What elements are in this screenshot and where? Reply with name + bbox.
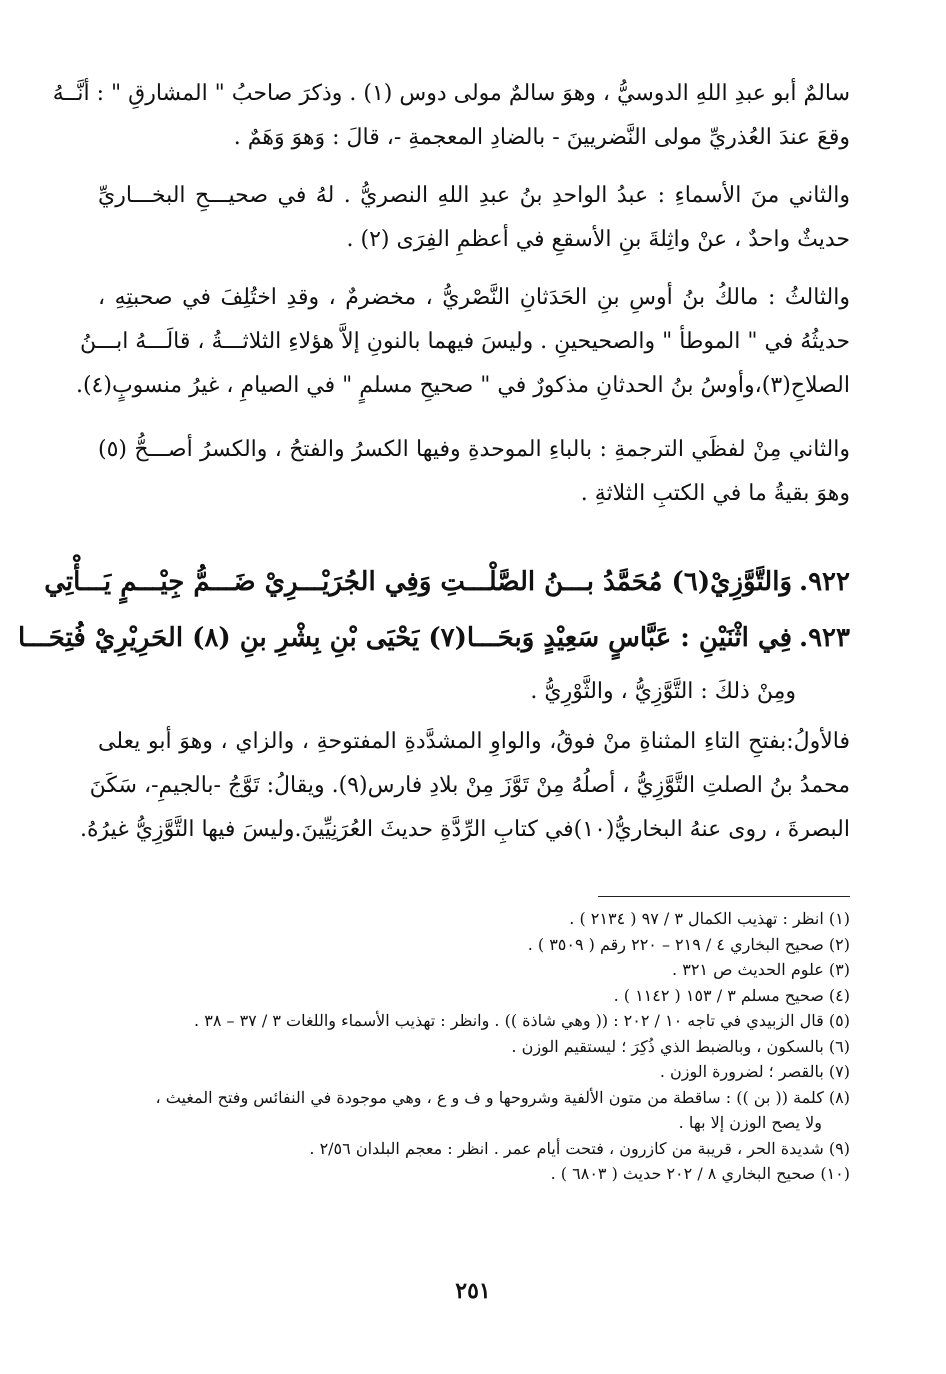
text-line: والثاني منَ الأسماءِ : عبدُ الواحدِ بنُ عبدِ اللهِ النصريُّ . لهُ في صحيـــحِ البخـــاريِّ <box>98 183 850 208</box>
footnote: (٥) قال الزبيدي في تاجه ١٠ / ٢٠٢ : (( وهي شاذة )) . وانظر : تهذيب الأسماء واللغات ٣ / ٣٧ – ٣٨ . <box>194 1011 850 1030</box>
footnote: (٨) كلمة (( بن )) : ساقطة من متون الألفية وشروحها و ف و ع ، وهي موجودة في النفائس وفتح المغيث ، <box>155 1087 850 1107</box>
footnotes <box>90 906 850 1187</box>
text-line: وقعَ عندَ العُذريِّ مولى النَّضريينَ - بالضادِ المعجمةِ -، قالَ : وَهوَ وَهَمٌ . <box>233 125 850 150</box>
verse-number: ٩٢٣. <box>799 623 850 653</box>
text-line: الصلاحِ(٣)،وأوسُ بنُ الحدثانِ مذكورٌ في " صحيحِ مسلمٍ " في الصيامِ ، غيرُ منسوبٍ(٤). <box>75 373 850 398</box>
text-line: وهوَ بقيةُ ما في الكتبِ الثلاثةِ . <box>580 481 850 506</box>
verse-922 <box>44 554 850 610</box>
footnote: (٣) علوم الحديث ص ٣٢١ . <box>672 960 850 979</box>
footnote: (١٠) صحيح البخاري ٨ / ٢٠٢ حديث ( ٦٨٠٣ ) . <box>550 1164 850 1183</box>
footnote: (١) انظر : تهذيب الكمال ٣ / ٩٧ ( ٢١٣٤ ) . <box>569 909 850 928</box>
paragraph-tawwazi <box>80 720 850 852</box>
text-line: حديثٌ واحدٌ ، عنْ واثِلةَ بنِ الأسقعِ في أعظمِ الفِرَى (٢) . <box>346 227 850 252</box>
text-line: حديثُهُ في " الموطأ " والصحيحينِ . وليسَ فيهما بالنونِ إلاَّ هؤلاءِ الثلاثـــةُ ، قالَـــهُ ابـــنُ <box>80 329 850 354</box>
text-line: فالأولُ:بفتحِ التاءِ المثناةِ منْ فوقُ، والواوِ المشدَّدةِ المفتوحةِ ، والزاي ، وهوَ أبو يعلى <box>98 729 850 754</box>
text-line: سالمٌ أبو عبدِ اللهِ الدوسيُّ ، وهوَ سالمٌ مولى دوس (١) . وذكرَ صاحبُ " المشارقِ " : أنَّــهُ <box>52 81 850 106</box>
verse-subline: ومِنْ ذلكَ : التَّوَّزِيُّ ، والثَّوْرِيُّ . <box>530 679 796 704</box>
paragraph-second-term <box>98 428 850 516</box>
paragraph-salim <box>52 72 850 160</box>
text-line: والثاني مِنْ لفظَي الترجمةِ : بالباءِ الموحدةِ وفيها الكسرُ والفتحُ ، والكسرُ أصـــحُّ (٥) <box>98 437 850 462</box>
text-line: محمدُ بنُ الصلتِ التَّوَّزِيُّ ، أصلُهُ مِنْ تَوَّزَ مِنْ بلادِ فارس(٩). ويقالُ: تَوَّجُ -بالجيمِ-، سَكَنَ <box>89 773 850 798</box>
paragraph-third-name <box>75 276 850 408</box>
footnote: (٦) بالسكون ، وبالضبط الذي ذُكِرَ ؛ ليستقيم الوزن . <box>511 1036 850 1056</box>
footnote: (٧) بالقصر ؛ لضرورة الوزن . <box>659 1062 850 1081</box>
page-number: ٢٥١ <box>455 1278 491 1304</box>
verse-923 <box>17 610 850 666</box>
verse-text: فِي اثْنَيْنِ : عَبَّاسٍ سَعِيْدٍ وَبحَـــا(٧) يَحْيَى بْنِ بِشْرِ بنِ (٨) الحَرِيْرِيْ فُتِحَـــا <box>17 623 792 653</box>
text-line: والثالثُ : مالكُ بنُ أوسِ بنِ الحَدَثانِ النَّصْريُّ ، مخضرمٌ ، وقدِ اختُلِفَ في صحبتِهِ ، <box>98 285 850 310</box>
footnote: (٢) صحيح البخاري ٤ / ٢١٩ – ٢٢٠ رقم ( ٣٥٠٩ ) . <box>527 934 850 954</box>
verse-number: ٩٢٢. <box>799 567 850 597</box>
footnote-continuation: ولا يصح الوزن إلا بها . <box>678 1113 822 1132</box>
text-line: البصرةَ ، روى عنهُ البخاريُّ(١٠)في كتابِ الرِّدَّةِ حديثَ العُرَنِيِّينَ.وليسَ فيها التَّوَّزِيُّ غيرُهُ. <box>80 817 850 842</box>
footnote-separator <box>598 896 850 897</box>
paragraph-second-name <box>98 174 850 262</box>
verse-text: وَالتَّوَّزِيْ(٦) مُحَمَّدُ بـــنُ الصَّلْـــتِ وَفِي الجُرَيْـــرِيْ ضَـــمُّ جِيْـــمٍ يَـــأْتِي <box>44 567 792 597</box>
footnote: (٤) صحيح مسلم ٣ / ١٥٣ ( ١١٤٢ ) . <box>613 985 850 1005</box>
footnote: (٩) شديدة الحر ، قريبة من كازرون ، فتحت أيام عمر . انظر : معجم البلدان ٢/٥٦ . <box>309 1138 850 1158</box>
